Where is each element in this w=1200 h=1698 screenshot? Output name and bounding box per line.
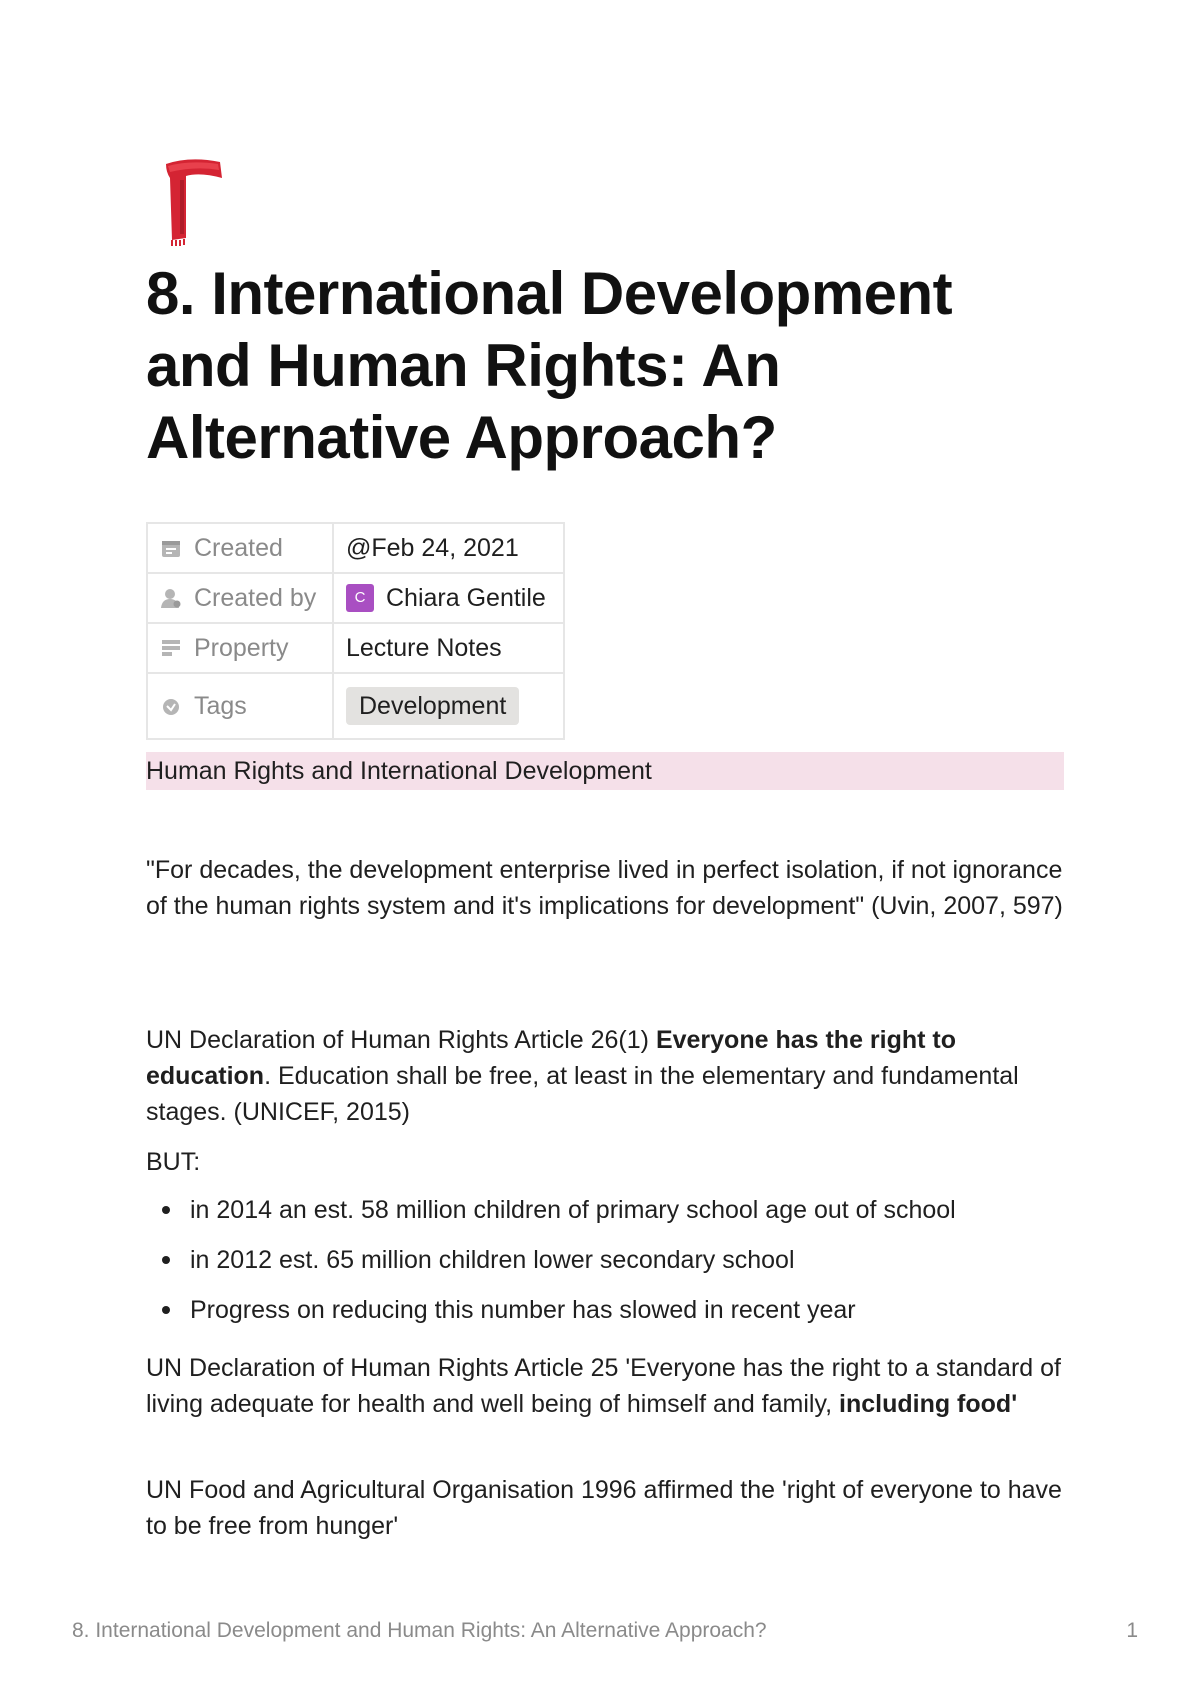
list-item — [146, 1292, 1066, 1342]
tag-circle-icon — [160, 695, 182, 717]
list-item — [146, 1192, 1066, 1242]
avatar: C — [346, 584, 374, 612]
property-key-created-by: Created by — [194, 583, 317, 612]
list-item-text: in 2014 an est. 58 million children of primary school age out of school — [190, 1196, 956, 1224]
scarf-icon — [156, 158, 226, 246]
property-row-tags — [147, 673, 564, 739]
bullet-dot-icon — [162, 1256, 170, 1264]
property-row-created-by — [147, 573, 564, 623]
person-name: Chiara Gentile — [386, 583, 546, 612]
article26-bold: Everyone has the right to education — [146, 1026, 956, 1090]
list-item-text: Progress on reducing this number has slowed in recent year — [190, 1296, 856, 1324]
bullet-dot-icon — [162, 1206, 170, 1214]
article25-bold: including food' — [839, 1390, 1018, 1418]
article26-text: UN Declaration of Human Rights Article 26(1) — [146, 1026, 656, 1054]
article26-text-end: . Education shall be free, at least in the elementary and fundamental stages. (UNICEF, 2015) — [146, 1062, 1019, 1126]
text-lines-icon — [160, 637, 182, 659]
property-row-created — [147, 523, 564, 573]
article25-text: UN Declaration of Human Rights Article 25 'Everyone has the right to a standard of living adequate for health and well being of himself and family, — [146, 1354, 1061, 1418]
property-value-created[interactable]: @Feb 24, 2021 — [333, 523, 564, 573]
bullet-list — [146, 1192, 1066, 1342]
but-paragraph: BUT: — [146, 1148, 201, 1176]
calendar-icon — [160, 537, 182, 559]
page-title: 8. International Development and Human Rights: An Alternative Approach? — [146, 260, 953, 471]
list-item — [146, 1242, 1066, 1292]
article25-paragraph — [146, 1350, 1066, 1422]
footer-title: 8. International Development and Human Rights: An Alternative Approach? — [72, 1619, 767, 1642]
property-value-created-by[interactable] — [333, 573, 564, 623]
property-key-property: Property — [194, 633, 289, 662]
property-row-property — [147, 623, 564, 673]
list-item-text: in 2012 est. 65 million children lower secondary school — [190, 1246, 795, 1274]
bullet-dot-icon — [162, 1306, 170, 1314]
article26-paragraph — [146, 1022, 1066, 1130]
fao-paragraph: UN Food and Agricultural Organisation 1996 affirmed the 'right of everyone to have to be free from hunger' — [146, 1476, 1062, 1540]
person-icon — [160, 587, 182, 609]
highlight-callout: Human Rights and International Development — [146, 752, 1064, 790]
property-key-created: Created — [194, 533, 283, 562]
page-number: 1 — [1126, 1619, 1138, 1642]
property-value-property[interactable]: Lecture Notes — [333, 623, 564, 673]
quote-paragraph: "For decades, the development enterprise lived in perfect isolation, if not ignorance of the human rights system and it's implications for development" (Uvin, 2007, 597) — [146, 856, 1063, 920]
tag-development[interactable]: Development — [346, 687, 519, 725]
properties-table — [146, 522, 565, 740]
property-key-tags: Tags — [194, 691, 247, 720]
